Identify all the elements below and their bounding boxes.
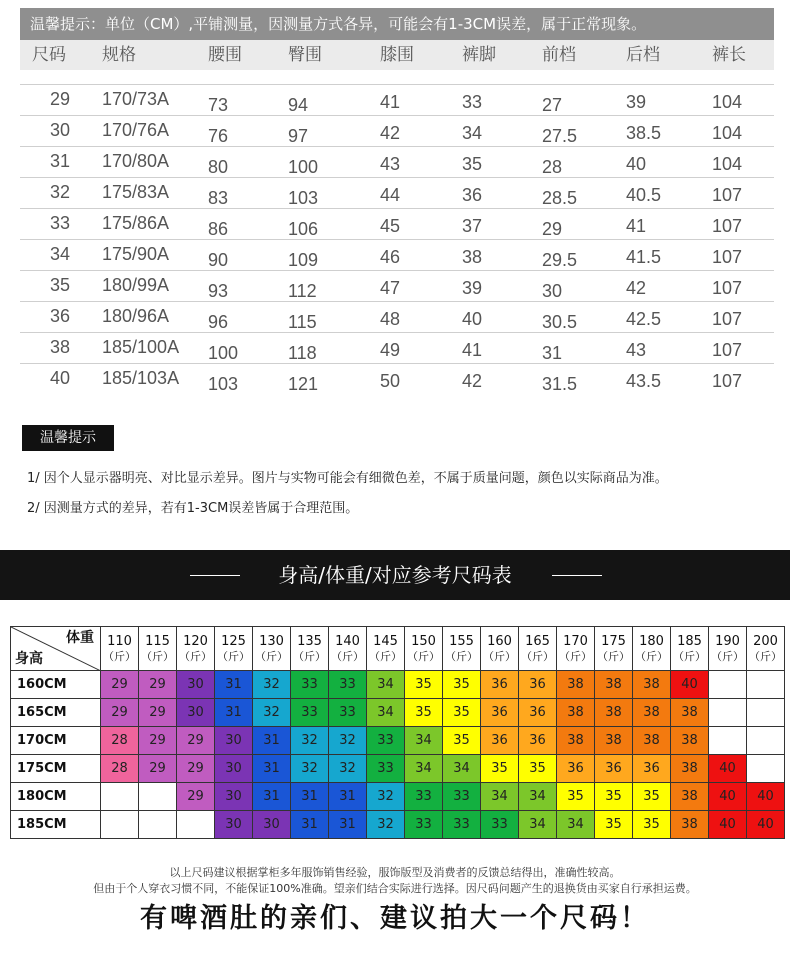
- cell-size: 38: [50, 337, 71, 357]
- cell-waist: 93: [208, 281, 229, 301]
- grid-row: [11, 699, 785, 727]
- empty-cell: [747, 699, 785, 727]
- size-cell: 36: [519, 699, 557, 727]
- size-cell: 29: [101, 671, 139, 699]
- size-cell: 38: [671, 699, 709, 727]
- size-cell: 35: [405, 671, 443, 699]
- cell-hip: 106: [288, 219, 319, 239]
- cell-size: 29: [50, 89, 71, 109]
- weight-header: 120 （斤）: [177, 627, 215, 671]
- weight-header: 170 （斤）: [557, 627, 595, 671]
- cell-knee: 49: [380, 340, 401, 360]
- cell-back-rise: 42.5: [626, 309, 662, 329]
- weight-header: 135 （斤）: [291, 627, 329, 671]
- cell-front-rise: 28: [542, 157, 563, 177]
- chart-title-band: [0, 550, 790, 600]
- size-cell: 35: [443, 727, 481, 755]
- size-cell: 33: [291, 671, 329, 699]
- cell-length: 104: [712, 92, 743, 112]
- cell-waist: 103: [208, 374, 239, 394]
- height-weight-grid: [10, 626, 785, 839]
- size-cell: 35: [633, 783, 671, 811]
- cell-back-rise: 40: [626, 154, 647, 174]
- empty-cell: [747, 755, 785, 783]
- size-cell: 33: [367, 755, 405, 783]
- cell-knee: 50: [380, 371, 401, 391]
- weight-header: 145 （斤）: [367, 627, 405, 671]
- size-cell: 33: [481, 811, 519, 839]
- empty-cell: [709, 727, 747, 755]
- size-cell: 40: [709, 811, 747, 839]
- cell-size: 36: [50, 306, 71, 326]
- size-cell: 36: [481, 699, 519, 727]
- size-cell: 31: [291, 811, 329, 839]
- size-cell: 31: [253, 727, 291, 755]
- size-cell: 33: [367, 727, 405, 755]
- cell-hem: 34: [462, 123, 483, 143]
- cell-hip: 94: [288, 95, 309, 115]
- size-row: [20, 239, 774, 270]
- cell-front-rise: 27.5: [542, 126, 578, 146]
- size-cell: 31: [329, 811, 367, 839]
- cell-spec: 185/100A: [102, 337, 180, 357]
- size-row: [20, 332, 774, 363]
- slogan: 有啤酒肚的亲们、建议拍大一个尺码！: [140, 903, 650, 934]
- size-cell: 28: [101, 755, 139, 783]
- cell-front-rise: 31: [542, 343, 563, 363]
- size-cell: 34: [443, 755, 481, 783]
- tips-label: 温馨提示: [22, 425, 114, 451]
- empty-cell: [709, 671, 747, 699]
- cell-knee: 42: [380, 123, 401, 143]
- weight-header: 165 （斤）: [519, 627, 557, 671]
- size-cell: 38: [595, 671, 633, 699]
- size-cell: 38: [633, 727, 671, 755]
- grid-row: [11, 727, 785, 755]
- size-cell: 32: [291, 727, 329, 755]
- cell-hem: 41: [462, 340, 483, 360]
- weight-header: 150 （斤）: [405, 627, 443, 671]
- cell-back-rise: 42: [626, 278, 647, 298]
- size-cell: 33: [443, 811, 481, 839]
- size-cell: 31: [329, 783, 367, 811]
- cell-front-rise: 28.5: [542, 188, 578, 208]
- weight-header: 200 （斤）: [747, 627, 785, 671]
- size-cell: 34: [557, 811, 595, 839]
- size-cell: 35: [595, 783, 633, 811]
- size-row: [20, 363, 774, 394]
- size-cell: 36: [633, 755, 671, 783]
- cell-front-rise: 27: [542, 95, 563, 115]
- size-cell: 40: [709, 783, 747, 811]
- size-cell: 34: [367, 671, 405, 699]
- weight-header: 110 （斤）: [101, 627, 139, 671]
- empty-cell: [139, 783, 177, 811]
- grid-corner: [11, 627, 101, 671]
- size-cell: 32: [291, 755, 329, 783]
- cell-size: 40: [50, 368, 71, 388]
- cell-waist: 76: [208, 126, 229, 146]
- size-cell: 38: [557, 699, 595, 727]
- cell-waist: 100: [208, 343, 239, 363]
- height-label: 170CM: [11, 727, 101, 755]
- cell-hem: 39: [462, 278, 483, 298]
- cell-waist: 86: [208, 219, 229, 239]
- size-cell: 38: [595, 727, 633, 755]
- header-hem: 裤脚: [462, 45, 496, 65]
- cell-hem: 35: [462, 154, 483, 174]
- cell-front-rise: 30: [542, 281, 563, 301]
- empty-cell: [747, 727, 785, 755]
- cell-length: 107: [712, 185, 743, 205]
- cell-hip: 115: [288, 312, 317, 332]
- cell-knee: 48: [380, 309, 401, 329]
- header-hip: 臀围: [288, 45, 322, 65]
- size-cell: 29: [177, 755, 215, 783]
- size-cell: 38: [671, 727, 709, 755]
- weight-header: 125 （斤）: [215, 627, 253, 671]
- size-cell: 38: [633, 699, 671, 727]
- size-row: [20, 208, 774, 239]
- cell-back-rise: 43: [626, 340, 647, 360]
- size-cell: 28: [101, 727, 139, 755]
- size-cell: 30: [177, 699, 215, 727]
- notice-bar: 温馨提示：单位（CM）,平铺测量，因测量方式各异，可能会有1-3CM误差，属于正常现象。: [20, 8, 774, 40]
- cell-back-rise: 41.5: [626, 247, 662, 267]
- size-cell: 29: [139, 671, 177, 699]
- cell-hem: 33: [462, 92, 483, 112]
- cell-waist: 83: [208, 188, 229, 208]
- cell-front-rise: 29: [542, 219, 563, 239]
- cell-knee: 45: [380, 216, 401, 236]
- size-table-body: [20, 84, 774, 394]
- size-cell: 29: [177, 727, 215, 755]
- weight-header: 130 （斤）: [253, 627, 291, 671]
- cell-spec: 170/80A: [102, 151, 170, 171]
- header-size: 尺码: [32, 45, 66, 65]
- empty-cell: [101, 811, 139, 839]
- cell-hem: 37: [462, 216, 483, 236]
- size-cell: 29: [139, 755, 177, 783]
- height-axis-label: 身高: [15, 651, 43, 667]
- cell-length: 107: [712, 309, 743, 329]
- size-cell: 31: [253, 755, 291, 783]
- grid-row: [11, 671, 785, 699]
- size-row: [20, 177, 774, 208]
- cell-spec: 175/86A: [102, 213, 170, 233]
- cell-length: 107: [712, 216, 743, 236]
- cell-spec: 170/76A: [102, 120, 170, 140]
- cell-hip: 118: [288, 343, 317, 363]
- cell-size: 33: [50, 213, 71, 233]
- empty-cell: [709, 699, 747, 727]
- size-row: [20, 115, 774, 146]
- size-cell: 38: [557, 727, 595, 755]
- size-cell: 31: [291, 783, 329, 811]
- cell-knee: 44: [380, 185, 401, 205]
- size-cell: 40: [747, 811, 785, 839]
- height-label: 175CM: [11, 755, 101, 783]
- size-row: [20, 84, 774, 115]
- cell-length: 107: [712, 278, 743, 298]
- size-cell: 31: [253, 783, 291, 811]
- size-cell: 40: [709, 755, 747, 783]
- header-length: 裤长: [712, 45, 746, 65]
- cell-length: 104: [712, 123, 743, 143]
- size-cell: 29: [177, 783, 215, 811]
- size-cell: 38: [671, 755, 709, 783]
- footnote-1: 以上尺码建议根据掌柜多年服饰销售经验，服饰版型及消费者的反馈总结得出，准确性较高。: [169, 866, 621, 879]
- size-cell: 32: [329, 727, 367, 755]
- header-waist: 腰围: [208, 45, 242, 65]
- size-cell: 38: [633, 671, 671, 699]
- cell-length: 107: [712, 340, 743, 360]
- cell-size: 31: [50, 151, 71, 171]
- grid-row: [11, 783, 785, 811]
- cell-knee: 43: [380, 154, 401, 174]
- size-cell: 34: [519, 811, 557, 839]
- size-cell: 30: [215, 783, 253, 811]
- size-cell: 29: [139, 727, 177, 755]
- cell-spec: 180/96A: [102, 306, 170, 326]
- empty-cell: [747, 671, 785, 699]
- cell-back-rise: 41: [626, 216, 647, 236]
- size-cell: 31: [215, 699, 253, 727]
- size-cell: 35: [481, 755, 519, 783]
- size-cell: 33: [291, 699, 329, 727]
- size-row: [20, 146, 774, 177]
- size-cell: 36: [519, 727, 557, 755]
- size-cell: 34: [367, 699, 405, 727]
- weight-axis-label: 体重: [66, 630, 94, 646]
- cell-front-rise: 30.5: [542, 312, 578, 332]
- cell-waist: 80: [208, 157, 229, 177]
- size-cell: 30: [177, 671, 215, 699]
- cell-hem: 38: [462, 247, 483, 267]
- height-label: 165CM: [11, 699, 101, 727]
- size-cell: 32: [329, 755, 367, 783]
- size-cell: 30: [253, 811, 291, 839]
- size-cell: 36: [481, 671, 519, 699]
- size-cell: 36: [595, 755, 633, 783]
- cell-length: 104: [712, 154, 743, 174]
- header-front-rise: 前档: [542, 45, 576, 65]
- chart-title: 身高/体重/对应参考尺码表: [278, 563, 512, 587]
- size-cell: 35: [405, 699, 443, 727]
- size-table-header: [20, 40, 774, 70]
- size-cell: 29: [139, 699, 177, 727]
- cell-spec: 180/99A: [102, 275, 170, 295]
- weight-header: 115 （斤）: [139, 627, 177, 671]
- cell-knee: 41: [380, 92, 401, 112]
- grid-row: [11, 811, 785, 839]
- size-cell: 34: [519, 783, 557, 811]
- size-cell: 35: [633, 811, 671, 839]
- size-row: [20, 270, 774, 301]
- size-cell: 33: [405, 811, 443, 839]
- weight-header: 175 （斤）: [595, 627, 633, 671]
- size-cell: 38: [671, 811, 709, 839]
- cell-spec: 170/73A: [102, 89, 170, 109]
- cell-waist: 73: [208, 95, 229, 115]
- size-cell: 34: [405, 755, 443, 783]
- header-back-rise: 后档: [626, 45, 660, 65]
- size-cell: 30: [215, 755, 253, 783]
- size-cell: 32: [253, 671, 291, 699]
- size-cell: 32: [367, 783, 405, 811]
- height-label: 185CM: [11, 811, 101, 839]
- size-cell: 31: [215, 671, 253, 699]
- cell-back-rise: 40.5: [626, 185, 662, 205]
- cell-size: 35: [50, 275, 71, 295]
- size-cell: 35: [443, 671, 481, 699]
- size-cell: 33: [443, 783, 481, 811]
- size-cell: 35: [443, 699, 481, 727]
- cell-hip: 103: [288, 188, 319, 208]
- size-cell: 38: [595, 699, 633, 727]
- empty-cell: [139, 811, 177, 839]
- size-cell: 32: [253, 699, 291, 727]
- weight-header: 160 （斤）: [481, 627, 519, 671]
- size-cell: 36: [557, 755, 595, 783]
- size-cell: 40: [671, 671, 709, 699]
- title-rule-right: [552, 575, 602, 576]
- weight-header: 140 （斤）: [329, 627, 367, 671]
- weight-header: 155 （斤）: [443, 627, 481, 671]
- size-cell: 29: [101, 699, 139, 727]
- size-cell: 30: [215, 727, 253, 755]
- grid-row: [11, 755, 785, 783]
- size-cell: 38: [671, 783, 709, 811]
- size-cell: 36: [519, 671, 557, 699]
- cell-size: 34: [50, 244, 71, 264]
- cell-hem: 42: [462, 371, 483, 391]
- size-cell: 36: [481, 727, 519, 755]
- size-cell: 34: [405, 727, 443, 755]
- cell-length: 107: [712, 247, 743, 267]
- tip-item-2: 2/ 因测量方式的差异，若有1-3CM误差皆属于合理范围。: [27, 501, 359, 516]
- weight-header: 185 （斤）: [671, 627, 709, 671]
- height-label: 160CM: [11, 671, 101, 699]
- cell-hip: 109: [288, 250, 319, 270]
- cell-front-rise: 31.5: [542, 374, 578, 394]
- size-cell: 33: [329, 671, 367, 699]
- empty-cell: [101, 783, 139, 811]
- size-cell: 38: [557, 671, 595, 699]
- height-label: 180CM: [11, 783, 101, 811]
- size-cell: 35: [557, 783, 595, 811]
- cell-front-rise: 29.5: [542, 250, 578, 270]
- cell-back-rise: 43.5: [626, 371, 662, 391]
- cell-size: 30: [50, 120, 71, 140]
- cell-hem: 40: [462, 309, 483, 329]
- cell-size: 32: [50, 182, 71, 202]
- cell-back-rise: 38.5: [626, 123, 662, 143]
- weight-header: 180 （斤）: [633, 627, 671, 671]
- cell-spec: 175/90A: [102, 244, 170, 264]
- size-cell: 34: [481, 783, 519, 811]
- cell-spec: 175/83A: [102, 182, 170, 202]
- cell-waist: 96: [208, 312, 229, 332]
- size-cell: 30: [215, 811, 253, 839]
- cell-back-rise: 39: [626, 92, 647, 112]
- cell-hip: 97: [288, 126, 309, 146]
- empty-cell: [177, 811, 215, 839]
- size-cell: 33: [405, 783, 443, 811]
- header-knee: 膝围: [380, 45, 414, 65]
- cell-spec: 185/103A: [102, 368, 180, 388]
- cell-hip: 112: [288, 281, 317, 301]
- cell-waist: 90: [208, 250, 229, 270]
- size-cell: 33: [329, 699, 367, 727]
- size-cell: 32: [367, 811, 405, 839]
- cell-hem: 36: [462, 185, 483, 205]
- size-cell: 35: [595, 811, 633, 839]
- cell-hip: 100: [288, 157, 319, 177]
- cell-knee: 46: [380, 247, 401, 267]
- tip-item-1: 1/ 因个人显示器明亮、对比显示差异。图片与实物可能会有细微色差，不属于质量问题，颜色以实际商品为准。: [27, 471, 668, 486]
- size-row: [20, 301, 774, 332]
- size-cell: 35: [519, 755, 557, 783]
- weight-header: 190 （斤）: [709, 627, 747, 671]
- header-spec: 规格: [102, 45, 136, 65]
- cell-length: 107: [712, 371, 743, 391]
- size-cell: 40: [747, 783, 785, 811]
- footnote-2: 但由于个人穿衣习惯不同，不能保证100%准确。望亲们结合实际进行选择。因尺码问题产生的退换货由买家自行承担运费。: [93, 882, 697, 895]
- cell-hip: 121: [288, 374, 319, 394]
- cell-knee: 47: [380, 278, 401, 298]
